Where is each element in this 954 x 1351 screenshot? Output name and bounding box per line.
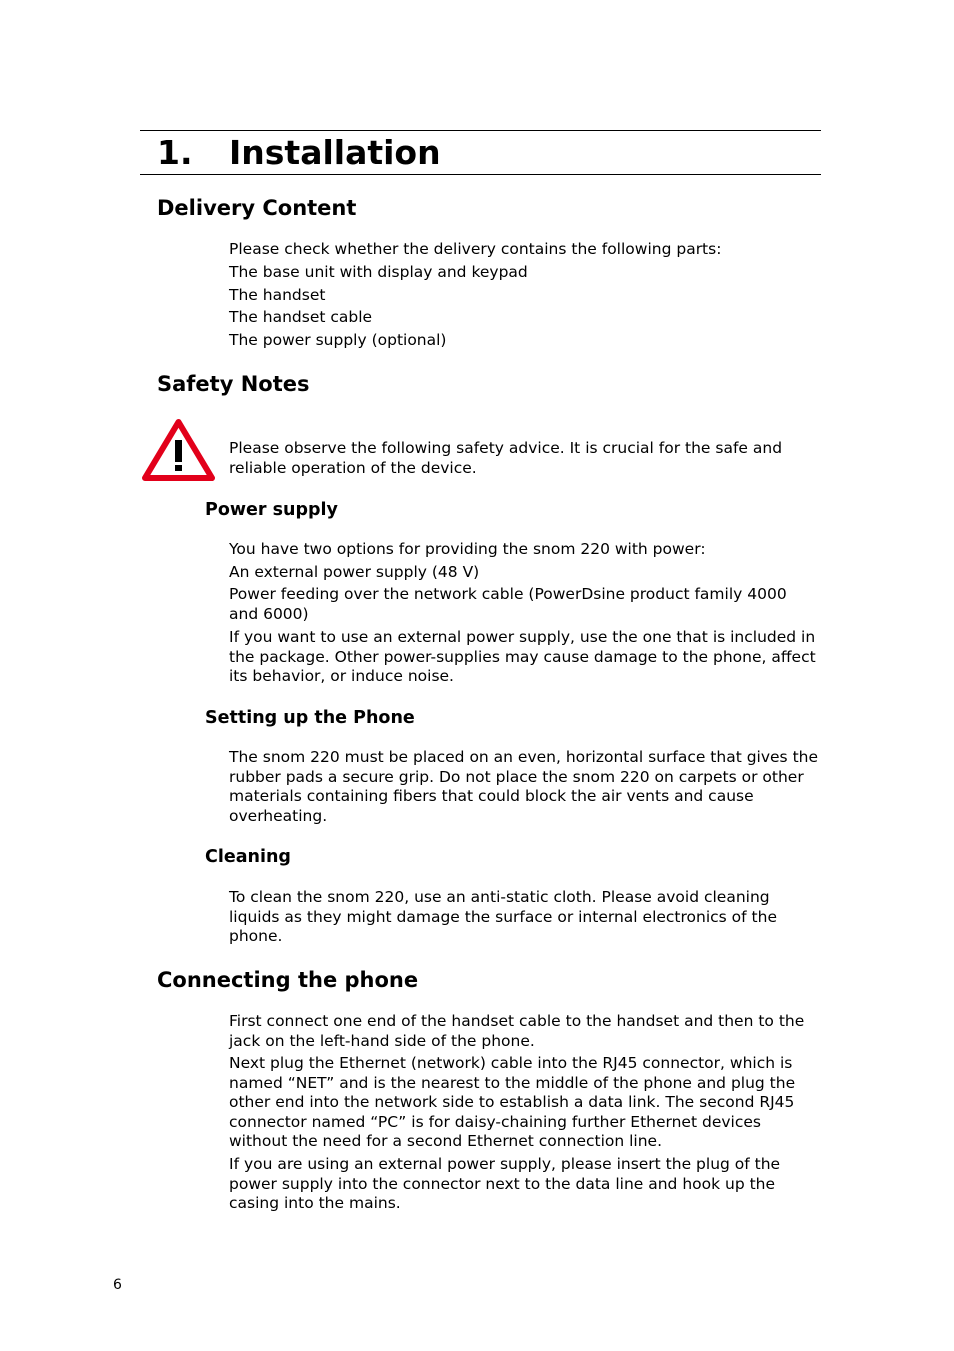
connecting-heading: Connecting the phone [157, 968, 419, 992]
power-option: An external power supply (48 V) [229, 563, 480, 581]
delivery-item: The handset [229, 286, 326, 304]
safety-advice: Please observe the following safety advice. It is crucial for the safe and reliable operation of the device. [229, 439, 783, 477]
connecting-paragraph: First connect one end of the handset cable to the handset and then to the jack on the left-hand side of the phone. [229, 1012, 805, 1050]
chapter-number: 1. [157, 133, 193, 172]
connecting-paragraph: Next plug the Ethernet (network) cable into the RJ45 connector, which is named “NET” and is the nearest to the middle of the phone and plug the other end into the network side to establish a data link. The second RJ45 connector named “PC” is for daisy-chaining further Ethernet devices without the need for a second Ethernet connection line. [229, 1054, 796, 1150]
power-intro: You have two options for providing the snom 220 with power: [229, 540, 706, 558]
chapter-bottom-rule [140, 174, 821, 175]
page-number: 6 [113, 1277, 122, 1293]
setting-up-heading: Setting up the Phone [205, 708, 415, 728]
power-supply-heading: Power supply [205, 500, 338, 520]
chapter-title-text: Installation [229, 133, 441, 172]
cleaning-text: To clean the snom 220, use an anti-static cloth. Please avoid cleaning liquids as they might damage the surface or internal electronics of the phone. [229, 888, 777, 945]
delivery-item: The base unit with display and keypad [229, 263, 528, 281]
chapter-top-rule [140, 130, 821, 131]
setup-text: The snom 220 must be placed on an even, horizontal surface that gives the rubber pads a secure grip. Do not place the snom 220 on carpets or other materials containing fibers that could block the air vents and cause overheating. [229, 748, 818, 825]
power-note: If you want to use an external power supply, use the one that is included in the package. Other power-supplies may cause damage to the phone, affect its behavior, or induce noise. [229, 628, 816, 685]
connecting-paragraph: If you are using an external power supply, please insert the plug of the power supply into the connector next to the data line and hook up the casing into the mains. [229, 1155, 781, 1212]
safety-notes-heading: Safety Notes [157, 372, 310, 396]
chapter-title [157, 133, 441, 173]
delivery-item: The handset cable [229, 308, 373, 326]
delivery-intro: Please check whether the delivery contains the following parts: [229, 240, 722, 258]
delivery-item: The power supply (optional) [229, 331, 447, 349]
delivery-content-heading: Delivery Content [157, 196, 357, 220]
warning-triangle-icon [142, 418, 215, 482]
power-option: Power feeding over the network cable (PowerDsine product family 4000 and 6000) [229, 585, 787, 623]
cleaning-heading: Cleaning [205, 847, 291, 867]
